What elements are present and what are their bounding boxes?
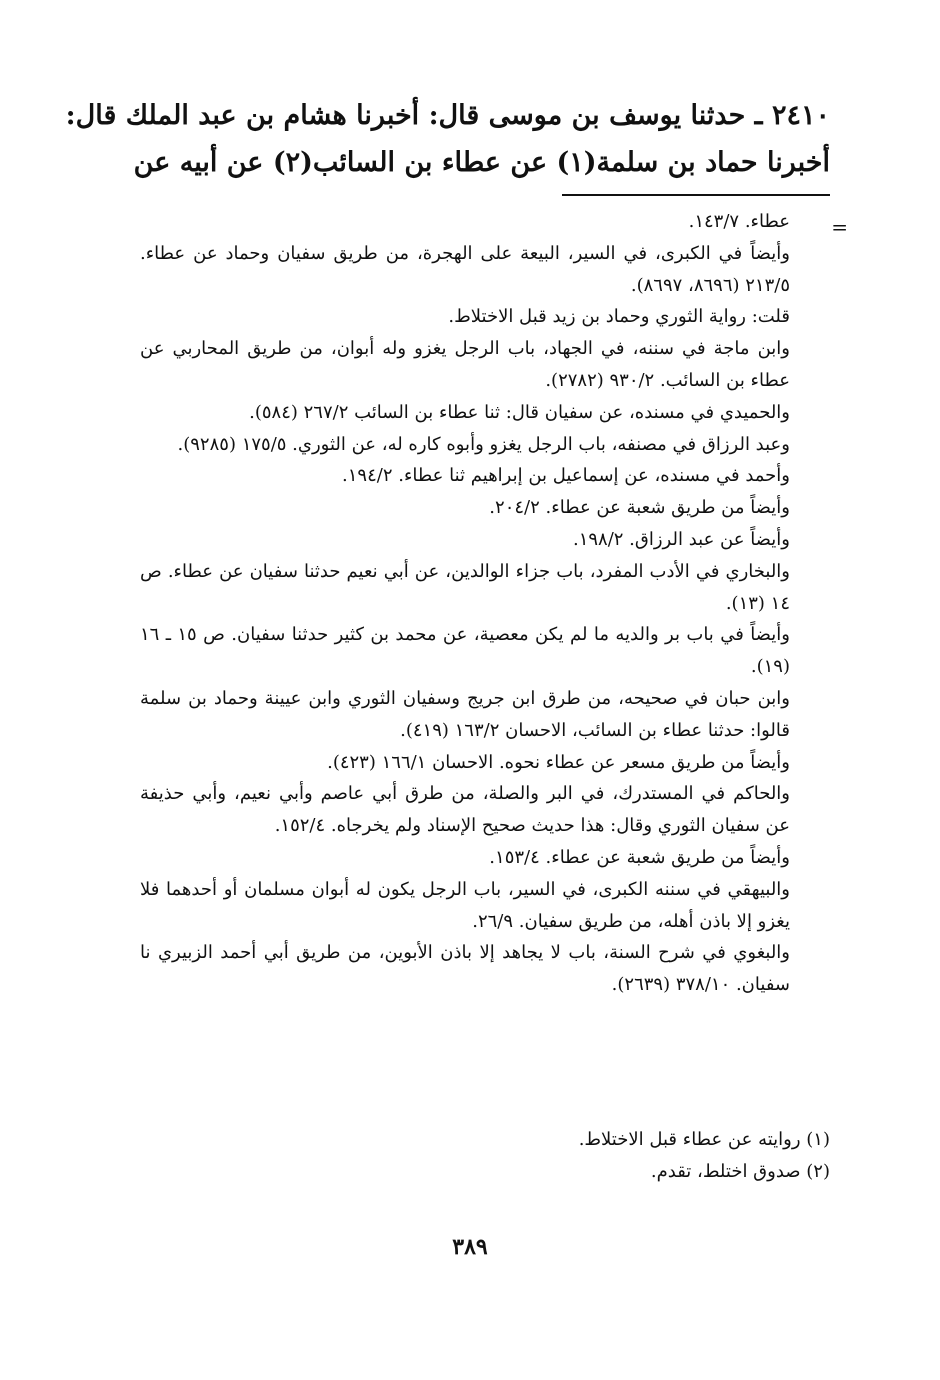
note-paragraph: وابن حبان في صحيحه، من طرق ابن جريج وسفيان الثوري وابن عيينة وحماد بن سلمة قالوا: حدثنا عطاء بن السائب، الاحسان ١٦٣/٢ (٤١٩).: [140, 687, 790, 741]
takhrij-notes: [140, 206, 790, 1001]
hadith-line-2: أخبرنا حماد بن سلمة(١) عن عطاء بن السائب(٢) عن أبيه عن: [133, 147, 830, 178]
note-paragraph: وأيضاً عن عبد الرزاق. ١٩٨/٢.: [572, 528, 790, 550]
note-paragraph: والبيهقي في سننه الكبرى، في السير، باب الرجل يكون له أبوان مسلمان أو أحدهما فلا يغزو إلا باذن أهله، من طريق سفيان. ٢٦/٩.: [140, 878, 790, 932]
note-paragraph: والبغوي في شرح السنة، باب لا يجاهد إلا باذن الأبوين، من طريق أبي أحمد الزبيري نا سفيان. ٣٧٨/١٠ (٢٦٣٩).: [140, 942, 790, 996]
page-number: ٣٨٩: [452, 1234, 488, 1260]
note-paragraph: وأيضاً في الكبرى، في السير، البيعة على الهجرة، من طريق سفيان وحماد عن عطاء. ٢١٣/٥ (٨٦٩٦، ٨٦٩٧).: [140, 242, 790, 296]
note-paragraph: وأيضاً من طريق شعبة عن عطاء. ١٥٣/٤.: [489, 846, 790, 868]
footnote-2: (٢) صدوق اختلط، تقدم.: [650, 1161, 830, 1182]
hadith-line-1: ٢٤١٠ ـ حدثنا يوسف بن موسى قال: أخبرنا هشام بن عبد الملك قال:: [65, 100, 830, 131]
note-paragraph: وابن ماجة في سننه، في الجهاد، باب الرجل يغزو وله أبوان، من طريق المحاربي عن عطاء بن السائب. ٩٣٠/٢ (٢٧٨٢).: [140, 338, 790, 391]
footnotes: [140, 1124, 830, 1188]
note-paragraph: وأيضاً من طريق شعبة عن عطاء. ٢٠٤/٢.: [489, 497, 790, 519]
note-paragraph: وعبد الرزاق في مصنفه، باب الرجل يغزو وأبوه كاره له، عن الثوري. ١٧٥/٥ (٩٢٨٥).: [177, 433, 790, 455]
note-paragraph: وأيضاً من طريق مسعر عن عطاء نحوه. الاحسان ١٦٦/١ (٤٢٣).: [327, 751, 790, 773]
note-paragraph: وأحمد في مسنده، عن إسماعيل بن إبراهيم ثنا عطاء. ١٩٤/٢.: [342, 465, 790, 487]
hadith-text: [65, 92, 830, 186]
note-paragraph: وأيضاً في باب بر والديه ما لم يكن معصية، عن محمد بن كثير حدثنا سفيان. ص ١٥ ـ ١٦ (١٩).: [140, 624, 790, 678]
note-paragraph: عطاء. ١٤٣/٧.: [688, 211, 790, 232]
continuation-mark: =: [831, 215, 848, 239]
footnote-separator-rule: [562, 194, 830, 196]
note-paragraph: والحاكم في المستدرك، في البر والصلة، من طرق أبي عاصم وأبي نعيم، وأبي حذيفة عن سفيان الثوري وقال: هذا حديث صحيح الإسناد ولم يخرجاه. ١٥٢/٤.: [140, 783, 790, 837]
note-paragraph: والحميدي في مسنده، عن سفيان قال: ثنا عطاء بن السائب ٢٦٧/٢ (٥٨٤).: [249, 401, 790, 423]
note-paragraph: والبخاري في الأدب المفرد، باب جزاء الوالدين، عن أبي نعيم حدثنا سفيان عن عطاء. ص ١٤ (١٣).: [140, 560, 790, 614]
note-paragraph: قلت: رواية الثوري وحماد بن زيد قبل الاختلاط.: [448, 306, 790, 328]
footnote-1: (١) روايته عن عطاء قبل الاختلاط.: [578, 1129, 830, 1150]
